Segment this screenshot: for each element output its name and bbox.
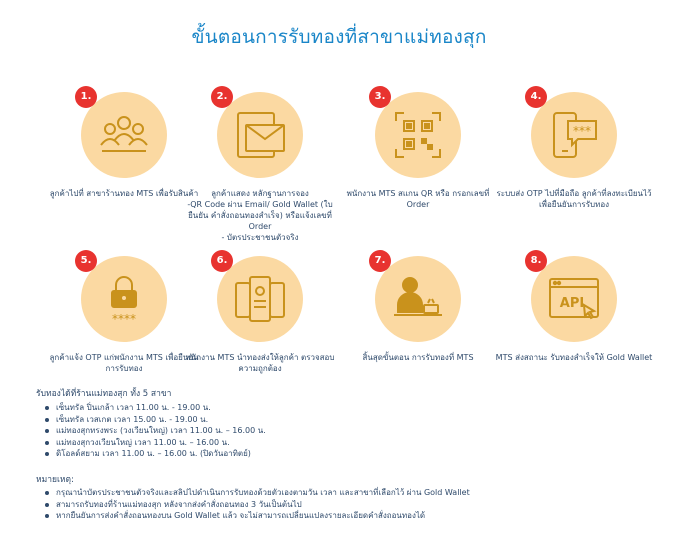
padlock-otp-icon bbox=[94, 269, 154, 329]
step-badge: 2. bbox=[211, 86, 233, 108]
api-window-icon bbox=[544, 269, 604, 329]
list-item: เซ็นทรัล เวสเกต เวลา 15.00 น. - 19.00 น. bbox=[56, 414, 266, 426]
step-6-circle bbox=[217, 256, 303, 342]
step-caption: MTS ส่งสถานะ รับทองสำเร็จให้ Gold Wallet bbox=[495, 353, 653, 362]
svg-text:****: **** bbox=[112, 312, 136, 326]
list-item: เซ็นทรัล ปิ่นเกล้า เวลา 11.00 น. - 19.00 น. bbox=[56, 402, 266, 414]
list-item: แม่ทองสุกวงเวียนใหญ่ เวลา 11.00 น. – 16.00 น. bbox=[56, 437, 266, 449]
step-1-circle bbox=[81, 92, 167, 178]
step-6 bbox=[180, 256, 340, 374]
step-4 bbox=[494, 92, 654, 210]
list-item: แม่ทองสุกทรงพระ (วงเวียนใหญ่) เวลา 11.00 น. – 16.00 น. bbox=[56, 426, 266, 435]
branch-list bbox=[56, 402, 266, 460]
step-caption: ลูกค้าแจ้ง OTP แก่พนักงาน MTS เพื่อยืนยัน การรับทอง bbox=[49, 353, 199, 373]
step-badge: 8. bbox=[525, 250, 547, 272]
step-caption: ระบบส่ง OTP ไปที่มือถือ ลูกค้าที่ลงทะเบียนไว้ เพื่อยืนยันการรับทอง bbox=[496, 189, 652, 209]
step-4-circle bbox=[531, 92, 617, 178]
step-caption: ลูกค้าแสดง หลักฐานการจอง -QR Code ผ่าน Email/ Gold Wallet (ใบยืนยัน คำสั่งถอนทองสำเร็จ) หรือแจ้งเลขที่ Order - บัตรประชาชนตัวจริง bbox=[187, 189, 333, 242]
qr-code-icon bbox=[388, 105, 448, 165]
envelope-icon bbox=[230, 105, 290, 165]
notes-list bbox=[56, 487, 470, 522]
group-icon bbox=[94, 105, 154, 165]
step-caption: ลูกค้าไปที่ สาขาร้านทอง MTS เพื่อรับสินค้า bbox=[49, 189, 199, 198]
step-7 bbox=[338, 256, 498, 363]
step-badge: 1. bbox=[75, 86, 97, 108]
step-caption: พนักงาน MTS สแกน QR หรือ กรอกเลขที่ Order bbox=[346, 189, 490, 209]
step-5-circle bbox=[81, 256, 167, 342]
gold-bars-icon bbox=[230, 269, 290, 329]
step-badge: 5. bbox=[75, 250, 97, 272]
page-title: ขั้นตอนการรับทองที่สาขาแม่ทองสุก bbox=[191, 26, 487, 48]
step-8 bbox=[494, 256, 654, 363]
list-item: สามารถรับทองที่ร้านแม่ทองสุก หลังจากส่งคำสั่งถอนทอง 3 วันเป็นต้นไป bbox=[56, 499, 470, 511]
step-2-circle bbox=[217, 92, 303, 178]
step-caption: สิ้นสุดขั้นตอน การรับทองที่ MTS bbox=[362, 353, 474, 362]
step-badge: 4. bbox=[525, 86, 547, 108]
step-caption: พนักงาน MTS นำทองส่งให้ลูกค้า ตรวจสอบความถูกต้อง bbox=[185, 353, 335, 373]
phone-otp-icon bbox=[544, 105, 604, 165]
branches-title: รับทองได้ที่ร้านแม่ทองสุก ทั้ง 5 สาขา bbox=[36, 389, 172, 399]
list-item: กรุณานำบัตรประชาชนตัวจริงและสลิปไปดำเนินการรับทองด้วยตัวเองตามวัน เวลา และสาขาที่เลือกไว้ ผ่าน Gold Wallet bbox=[56, 488, 470, 497]
notes-title: หมายเหตุ: bbox=[36, 475, 74, 485]
step-8-circle bbox=[531, 256, 617, 342]
staff-service-icon bbox=[388, 269, 448, 329]
list-item: หากยืนยันการส่งคำสั่งถอนทองบน Gold Wallet แล้ว จะไม่สามารถเปลี่ยนแปลงรายละเอียดคำสั่งถอนทองได้ bbox=[56, 510, 470, 522]
step-badge: 7. bbox=[369, 250, 391, 272]
step-7-circle bbox=[375, 256, 461, 342]
step-3 bbox=[338, 92, 498, 210]
svg-text:***: *** bbox=[573, 124, 591, 138]
step-2 bbox=[180, 92, 340, 243]
list-item: ดิโอลด์สยาม เวลา 11.00 น. – 16.00 น. (ปิดวันอาทิตย์) bbox=[56, 448, 266, 460]
step-3-circle bbox=[375, 92, 461, 178]
step-badge: 6. bbox=[211, 250, 233, 272]
svg-text:API: API bbox=[559, 296, 585, 311]
step-badge: 3. bbox=[369, 86, 391, 108]
